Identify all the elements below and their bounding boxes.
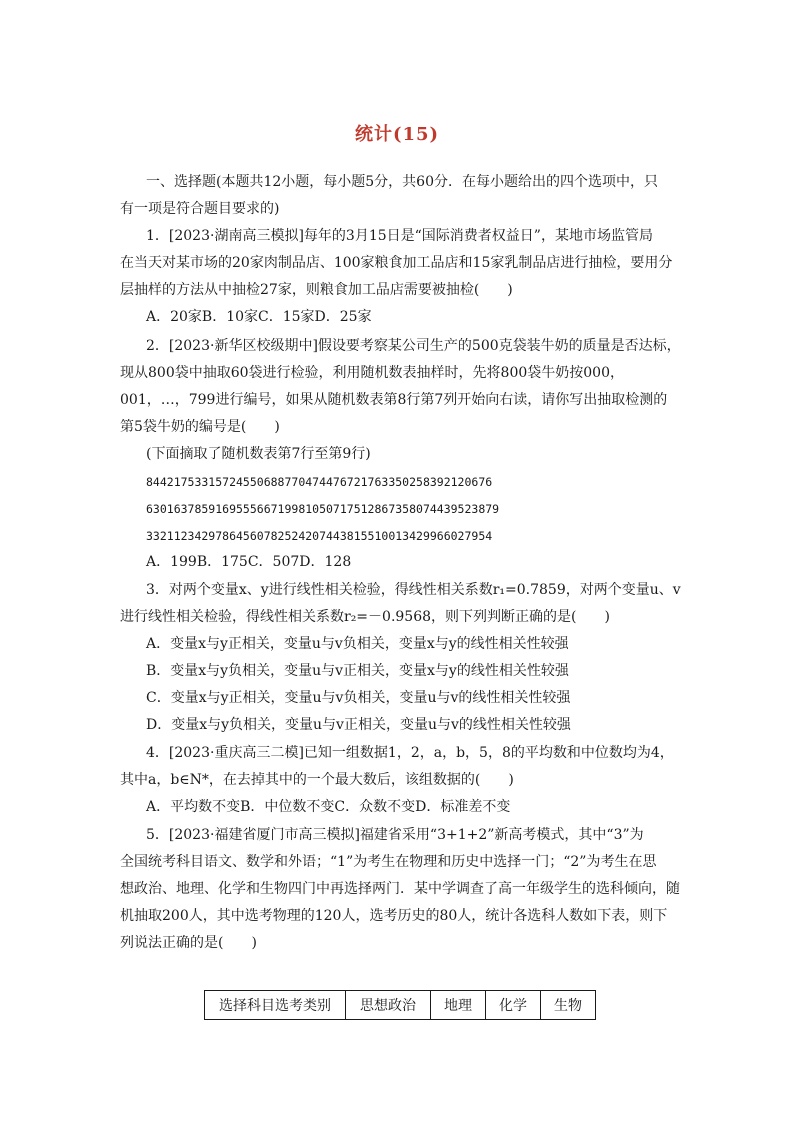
table-header-cell: 生物 (541, 991, 596, 1020)
question-3-option-a: A．变量x与y正相关，变量u与v负相关，变量x与y的线性相关性较强 (146, 636, 569, 652)
question-4-options: A．平均数不变B．中位数不变C．众数不变D．标准差不变 (146, 799, 511, 815)
section-heading-line-1: 一、选择题(本题共12小题，每小题5分，共60分．在每小题给出的四个选项中，只 (146, 174, 658, 190)
question-5-line-5: 列说法正确的是( ) (120, 935, 257, 951)
page-title: 统计(15) (354, 124, 440, 145)
question-1-line-2: 在当天对某市场的20家肉制品店、100家粮食加工品店和15家乳制品店进行抽检，要用分 (120, 255, 673, 271)
question-3-option-b: B．变量x与y负相关，变量u与v正相关，变量x与y的线性相关性较强 (146, 663, 569, 679)
question-5-line-3: 想政治、地理、化学和生物四门中再选择两门．某中学调查了高一年级学生的选科倾向，随 (120, 881, 680, 897)
table-header-cell: 化学 (486, 991, 541, 1020)
table-header-cell: 选择科目选考类别 (205, 991, 346, 1020)
question-2-line-3: 001，…，799进行编号，如果从随机数表第8行第7列开始向右读，请你写出抽取检测的 (120, 392, 668, 408)
question-2-line-2: 现从800袋中抽取60袋进行检验，利用随机数表抽样时，先将800袋牛奶按000， (120, 365, 624, 381)
question-2-line-1: 2．[2023·新华区校级期中]假设要考察某公司生产的500克袋装牛奶的质量是否达标， (146, 338, 681, 354)
question-4-line-2: 其中a，b∈N*，在去掉其中的一个最大数后，该组数据的( ) (120, 772, 514, 788)
section-heading-line-2: 有一项是符合题目要求的) (120, 201, 280, 217)
table-header-cell: 思想政治 (346, 991, 431, 1020)
question-3-line-1: 3．对两个变量x、y进行线性相关检验，得线性相关系数r₁=0.7859，对两个变量u、v (146, 582, 681, 598)
table-header-row (205, 991, 596, 1020)
random-table-row-7: 84421753315724550688770474476721763350258392120676 (146, 475, 493, 489)
question-5-line-1: 5．[2023·福建省厦门市高三模拟]福建省采用“3+1+2”新高考模式，其中“3”为 (146, 827, 644, 843)
table-header-cell: 地理 (431, 991, 486, 1020)
question-3-line-2: 进行线性相关检验，得线性相关系数r₂=－0.9568，则下列判断正确的是( ) (120, 609, 610, 625)
question-5-line-2: 全国统考科目语文、数学和外语；“1”为考生在物理和历史中选择一门；“2”为考生在思 (120, 854, 657, 870)
question-3-option-c: C．变量x与y正相关，变量u与v负相关，变量u与v的线性相关性较强 (146, 690, 571, 706)
subject-selection-table (204, 990, 596, 1020)
question-1-line-3: 层抽样的方法从中抽检27家，则粮食加工品店需要被抽检( ) (120, 282, 513, 298)
question-2-line-4: 第5袋牛奶的编号是( ) (120, 419, 280, 435)
question-2-options: A．199B．175C．507D．128 (146, 554, 352, 570)
random-table-row-8: 63016378591695556671998105071751286735807443952387​9 (146, 502, 500, 516)
question-5-line-4: 机抽取200人，其中选考物理的120人，选考历史的80人，统计各选科人数如下表，则下 (120, 908, 668, 924)
question-1-options: A．20家B．10家C．15家D．25家 (146, 309, 372, 325)
question-1-line-1: 1．[2023·湖南高三模拟]每年的3月15日是“国际消费者权益日”，某地市场监管局 (146, 228, 653, 244)
question-3-option-d: D．变量x与y负相关，变量u与v正相关，变量u与v的线性相关性较强 (146, 717, 571, 733)
question-4-line-1: 4．[2023·重庆高三二模]已知一组数据1，2，a，b，5，8的平均数和中位数均为4， (146, 745, 674, 761)
question-2-line-5: (下面摘取了随机数表第7行至第9行) (146, 446, 371, 462)
random-table-row-9: 33211234297864560782524207443815510013429966027954 (146, 529, 493, 543)
